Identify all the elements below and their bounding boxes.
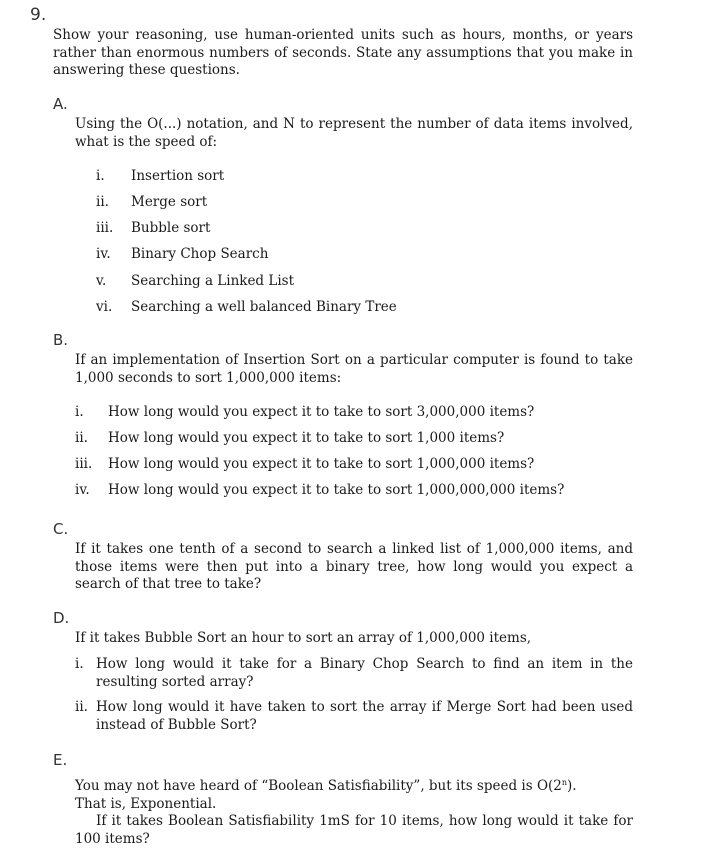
section-c-text: If it takes one tenth of a second to search a linked list of 1,000,000 items, and those items were then put into a binary tree, how long would you expect a search of that tree to take? bbox=[75, 541, 633, 592]
section-a-text: Using the O(...) notation, and N to represent the number of data items involved, what is the speed of: bbox=[75, 116, 633, 150]
section-e-text-before: You may not have heard of “Boolean Satisfiability”, but its speed is O(2 bbox=[75, 778, 562, 794]
section-e-line2: That is, Exponential. bbox=[75, 796, 217, 812]
list-item-text: Bubble sort bbox=[131, 220, 211, 236]
list-item bbox=[75, 404, 534, 420]
list-item bbox=[96, 299, 397, 315]
section-b-text: If an implementation of Insertion Sort on a particular computer is found to take 1,000 seconds to sort 1,000,000 items: bbox=[75, 352, 633, 386]
list-item-text: How long would you expect it to take to sort 1,000 items? bbox=[108, 430, 505, 446]
list-item-text: How long would you expect it to take to sort 3,000,000 items? bbox=[108, 404, 535, 420]
list-item bbox=[75, 656, 633, 691]
list-item bbox=[75, 456, 534, 472]
list-item-number: v. bbox=[96, 273, 107, 289]
list-item bbox=[96, 246, 268, 262]
list-item bbox=[75, 430, 504, 446]
list-item bbox=[75, 699, 633, 734]
list-item bbox=[96, 194, 207, 210]
section-d-letter: D. bbox=[53, 609, 70, 627]
list-item-number: ii. bbox=[96, 194, 109, 210]
section-e-letter: E. bbox=[53, 751, 68, 769]
list-item-text: How long would it have taken to sort the array if Merge Sort had been used instead of Bubble Sort? bbox=[96, 699, 633, 733]
list-item-number: i. bbox=[75, 404, 84, 420]
list-item-text: How long would it take for a Binary Chop Search to find an item in the resulting sorted array? bbox=[96, 656, 633, 690]
list-item-text: Insertion sort bbox=[131, 168, 225, 184]
list-item-number: ii. bbox=[75, 699, 88, 715]
list-item-number: vi. bbox=[96, 299, 113, 315]
list-item bbox=[75, 482, 564, 498]
list-item bbox=[96, 220, 210, 236]
list-item-text: How long would you expect it to take to sort 1,000,000 items? bbox=[108, 456, 535, 472]
section-d-text: If it takes Bubble Sort an hour to sort an array of 1,000,000 items, bbox=[75, 630, 532, 646]
list-item-text: Binary Chop Search bbox=[131, 246, 269, 262]
list-item-text: How long would you expect it to take to sort 1,000,000,000 items? bbox=[108, 482, 565, 498]
list-item-number: i. bbox=[75, 656, 84, 672]
list-item-number: iii. bbox=[96, 220, 114, 236]
section-b-letter: B. bbox=[53, 331, 69, 349]
question-intro: Show your reasoning, use human-oriented units such as hours, months, or years rather than enormous numbers of seconds. State any assumptions that you make in answering these questions. bbox=[53, 27, 633, 78]
section-e-text2: If it takes Boolean Satisfiability 1mS for 10 items, how long would it take for 100 items? bbox=[75, 813, 633, 847]
list-item-text: Searching a well balanced Binary Tree bbox=[131, 299, 397, 315]
list-item-number: iii. bbox=[75, 456, 93, 472]
section-a-letter: A. bbox=[53, 95, 68, 113]
list-item-number: ii. bbox=[75, 430, 88, 446]
list-item-number: iv. bbox=[75, 482, 90, 498]
section-e-text-after: ). bbox=[567, 778, 577, 794]
list-item-text: Searching a Linked List bbox=[131, 273, 294, 289]
list-item-number: i. bbox=[96, 168, 105, 184]
list-item bbox=[96, 168, 224, 184]
list-item bbox=[96, 273, 294, 289]
list-item-text: Merge sort bbox=[131, 194, 208, 210]
question-number: 9. bbox=[30, 5, 47, 25]
section-e-text bbox=[75, 778, 633, 796]
section-e-superscript: n bbox=[561, 778, 568, 787]
list-item-number: iv. bbox=[96, 246, 111, 262]
section-c-letter: C. bbox=[53, 520, 69, 538]
